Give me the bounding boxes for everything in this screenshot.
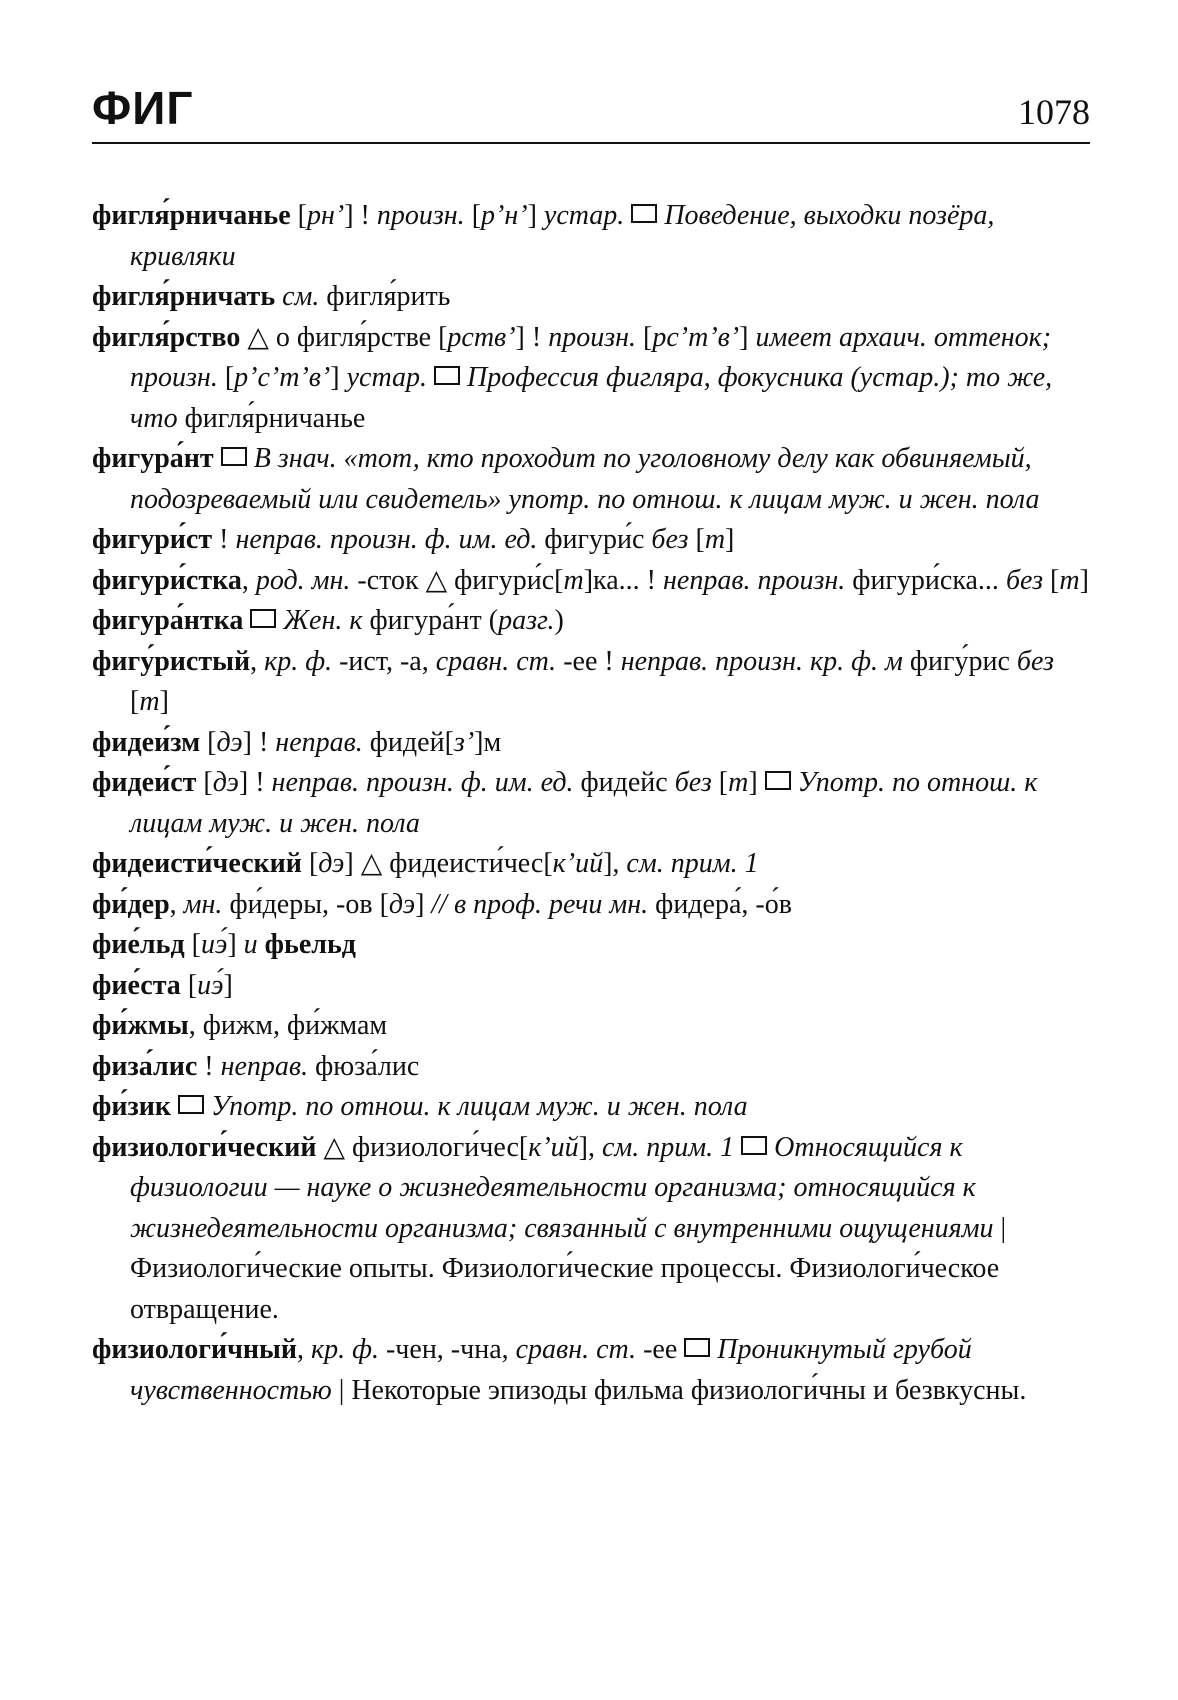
entry-text: фидейс xyxy=(573,767,675,798)
italic-note: рʼсʼтʼвʼ xyxy=(234,362,331,393)
entry-text: [ xyxy=(688,524,705,555)
italic-note: кр. ф. xyxy=(311,1334,379,1365)
italic-note: устар. xyxy=(543,200,625,231)
entry-text: ] xyxy=(159,686,169,717)
entry-text: -ее xyxy=(636,1334,685,1365)
headword: фигури́стка xyxy=(92,564,242,596)
dictionary-entry xyxy=(92,1128,1090,1331)
definition-box-icon xyxy=(765,771,791,790)
entry-text: фигури́с xyxy=(537,524,652,555)
headword: фи́жмы xyxy=(92,1010,189,1041)
dictionary-entry xyxy=(92,277,1090,318)
italic-note: сравн. ст. xyxy=(515,1334,637,1365)
entry-text: | Физиологи́ческие опыты. Физиологи́ческие процессы. Физиологи́ческое отвращение. xyxy=(130,1212,1007,1325)
entry-text xyxy=(734,1132,741,1163)
entry-text: [ xyxy=(196,767,213,798)
italic-note: Употр. по отнош. к лицам муж. и жен. пола xyxy=(130,767,1038,839)
dictionary-entry xyxy=(92,561,1090,602)
definition-box-icon xyxy=(741,1136,767,1155)
entry-text: ], xyxy=(603,848,627,879)
entry-text: ] xyxy=(223,969,233,1001)
headword: фигура́нтка xyxy=(92,605,244,636)
entry-text: ] xyxy=(527,200,544,231)
italic-note: Жен. к xyxy=(283,605,363,636)
headword: физа́лис xyxy=(92,1050,198,1082)
entry-text: ] xyxy=(415,888,432,920)
dictionary-entry xyxy=(92,601,1090,642)
entry-text xyxy=(243,605,250,636)
italic-note: неправ. произн. xyxy=(663,564,846,596)
entry-text xyxy=(460,362,467,393)
dictionary-entry xyxy=(92,885,1090,926)
italic-note: кʼий xyxy=(528,1131,579,1163)
entry-text: , фижм, фи́жмам xyxy=(188,1010,388,1041)
entry-text: [ xyxy=(217,362,235,393)
italic-note: Употр. по отнош. к лицам муж. и жен. пола xyxy=(211,1091,748,1122)
italic-note: без xyxy=(1016,645,1054,677)
headword: фи́дер xyxy=(92,888,170,920)
italic-note: мн. xyxy=(183,888,223,920)
headword: фигля́рничанье xyxy=(92,200,291,231)
dictionary-entry xyxy=(92,1047,1090,1088)
italic-note: иэ́ xyxy=(200,929,228,960)
entry-text: ]ка... ! xyxy=(583,564,663,596)
italic-note: имеет архаич. оттенок; произн. xyxy=(130,321,1052,393)
headword: фидеи́зм xyxy=(92,726,201,758)
dictionary-entry xyxy=(92,763,1090,844)
italic-note: неправ. произн. ф. им. ед. xyxy=(235,524,538,555)
italic-note: см. прим. 1 xyxy=(626,848,759,879)
italic-note: рствʼ xyxy=(447,321,516,353)
entry-text: [ xyxy=(200,726,217,758)
headword: фигля́рничать xyxy=(92,281,276,312)
italic-note: кʼий xyxy=(552,848,604,879)
entry-text: ] xyxy=(748,767,765,798)
entry-text: ] xyxy=(330,362,347,393)
page-header xyxy=(92,78,1090,144)
dictionary-entry xyxy=(92,318,1090,440)
headword: фигля́рство xyxy=(92,321,241,353)
headword: фие́ста xyxy=(92,969,181,1001)
entry-text: | Некоторые эпизоды фильма физиологи́чны и безвкусны. xyxy=(331,1374,1027,1406)
entry-text: [ xyxy=(464,200,482,231)
entry-text: △ о фигля́рстве [ xyxy=(240,321,448,353)
entry-text: [ xyxy=(184,929,201,960)
italic-note: иэ́ xyxy=(197,969,224,1001)
entry-text: [ xyxy=(290,200,307,231)
entry-text: ] xyxy=(1079,564,1089,596)
dictionary-entries xyxy=(92,196,1090,1411)
entry-text: ) xyxy=(554,605,564,636)
entry-text: ], xyxy=(578,1131,602,1163)
definition-box-icon xyxy=(178,1095,204,1114)
entry-text: -ее ! xyxy=(556,645,621,677)
entry-text: ] ! xyxy=(515,321,549,353)
italic-note: неправ. xyxy=(275,726,363,758)
entry-text: [ xyxy=(301,848,319,879)
entry-text: , xyxy=(250,645,265,677)
italic-note: Проникнутый грубой чувственностью xyxy=(130,1334,972,1406)
italic-note: см. прим. 1 xyxy=(601,1131,735,1163)
italic-note: т xyxy=(1059,564,1080,596)
entry-text: △ физиологи́чес[ xyxy=(316,1131,529,1163)
dictionary-entry xyxy=(92,642,1090,723)
entry-text: ] ! xyxy=(344,200,377,231)
italic-note: без xyxy=(674,767,712,798)
italic-note: устар. xyxy=(346,362,428,393)
dictionary-entry xyxy=(92,925,1090,966)
definition-box-icon xyxy=(631,204,657,223)
definition-box-icon xyxy=(250,609,276,628)
entry-text: фюза́лис xyxy=(308,1050,420,1082)
entry-text xyxy=(427,362,434,393)
entry-text: фидера́, -о́в xyxy=(648,888,792,920)
entry-text: ! xyxy=(212,524,236,555)
entry-text xyxy=(214,443,221,474)
entry-text: ] xyxy=(739,321,756,353)
italic-note: В знач. «тот, кто проходит по уголовному делу как обвиняемый, подозреваемый или свидетель» употр. по отнош. к лицам муж. и жен. пола xyxy=(130,443,1040,515)
italic-note: дэ xyxy=(388,888,416,920)
italic-note: без xyxy=(1005,564,1044,596)
entry-text: ] ! xyxy=(238,767,272,798)
running-head: ФИГ xyxy=(92,82,194,134)
entry-text: , xyxy=(241,564,256,596)
entry-text xyxy=(791,767,798,798)
entry-text xyxy=(624,200,631,231)
italic-note: Относящийся к физиологии — науке о жизнедеятельности организма; относящийся к жизнедеятельности организма; связанный с внутренними ощущениями xyxy=(130,1131,994,1244)
dictionary-entry xyxy=(92,1006,1090,1047)
entry-text: [ xyxy=(711,767,729,798)
entry-text xyxy=(247,443,254,474)
entry-text: , xyxy=(169,888,184,920)
italic-note: произн. xyxy=(376,200,465,231)
entry-text xyxy=(171,1091,178,1122)
entry-text: [ xyxy=(1043,564,1060,596)
entry-text xyxy=(258,929,265,960)
dictionary-entry xyxy=(92,439,1090,520)
dictionary-entry xyxy=(92,1087,1090,1128)
entry-text: ] xyxy=(227,929,244,960)
entry-text: ! xyxy=(197,1050,221,1082)
dictionary-entry xyxy=(92,844,1090,885)
italic-note: неправ. произн. кр. ф. м xyxy=(620,645,903,677)
entry-text: -ист, -а, xyxy=(332,645,436,677)
headword: фидеисти́ческий xyxy=(92,848,302,879)
entry-text xyxy=(204,1091,211,1122)
italic-note: Профессия фигляра, фокусника (устар.); то же, что xyxy=(130,362,1053,434)
entry-text: ]м xyxy=(474,726,502,758)
entry-text: фидей[ xyxy=(362,726,454,758)
dictionary-entry xyxy=(92,196,1090,277)
italic-note: дэ xyxy=(216,726,243,758)
italic-note: произн. xyxy=(548,321,637,353)
entry-text: ] △ фидеисти́чес[ xyxy=(344,848,553,879)
italic-note: т xyxy=(704,524,726,555)
dictionary-entry xyxy=(92,1330,1090,1411)
italic-note: род. мн. xyxy=(255,564,351,596)
dictionary-entry xyxy=(92,723,1090,764)
entry-text: -чен, -чна, xyxy=(378,1334,516,1365)
entry-text: ] ! xyxy=(242,726,276,758)
italic-note: кр. ф. xyxy=(264,645,333,677)
entry-text: -сток △ фигури́с[ xyxy=(350,564,564,596)
italic-note: рʼнʼ xyxy=(481,200,528,231)
italic-note: дэ xyxy=(212,767,239,798)
definition-box-icon xyxy=(684,1338,710,1357)
entry-text: [ xyxy=(180,969,198,1001)
italic-note: неправ. xyxy=(220,1050,309,1082)
headword: фигура́нт xyxy=(92,443,214,474)
italic-note: т xyxy=(563,564,584,596)
italic-note: без xyxy=(651,524,689,555)
entry-text: фигури́ска... xyxy=(845,564,1006,596)
italic-note: неправ. произн. ф. им. ед. xyxy=(271,767,574,798)
italic-note: сравн. ст. xyxy=(435,645,557,677)
headword: физиологи́чный xyxy=(92,1334,297,1365)
headword: фидеи́ст xyxy=(92,767,197,798)
italic-note: рнʼ xyxy=(306,200,345,231)
headword: физиологи́ческий xyxy=(92,1131,317,1163)
headword: фьельд xyxy=(264,929,356,960)
italic-note: т xyxy=(139,686,160,717)
headword: фигури́ст xyxy=(92,524,213,555)
italic-note: рсʼтʼвʼ xyxy=(652,321,740,353)
entry-text: фигура́нт ( xyxy=(362,605,499,636)
italic-note: зʼ xyxy=(453,726,475,758)
entry-text: [ xyxy=(636,321,653,353)
entry-text: фигля́рничанье xyxy=(177,402,366,434)
dictionary-entry xyxy=(92,966,1090,1007)
page-number: 1078 xyxy=(1018,92,1090,132)
italic-note: разг. xyxy=(498,605,555,636)
italic-note: дэ xyxy=(318,848,345,879)
entry-text: фи́деры, -ов [ xyxy=(222,888,389,920)
definition-box-icon xyxy=(434,366,460,385)
entry-text: ] xyxy=(725,524,735,555)
headword: фигу́ристый xyxy=(92,645,251,677)
italic-note: см. xyxy=(282,281,320,312)
italic-note: и xyxy=(243,929,258,960)
entry-text: , xyxy=(297,1334,311,1365)
entry-text: фигля́рить xyxy=(319,281,451,312)
entry-text: [ xyxy=(130,686,140,717)
headword: фи́зик xyxy=(92,1091,172,1122)
definition-box-icon xyxy=(221,447,247,466)
headword: фие́льд xyxy=(92,929,185,960)
italic-note: т xyxy=(728,767,749,798)
entry-text: фигу́рис xyxy=(902,645,1017,677)
italic-note: Поведение, выходки позёра, кривляки xyxy=(130,200,995,272)
dictionary-entry xyxy=(92,520,1090,561)
italic-note: // в проф. речи мн. xyxy=(431,888,649,920)
